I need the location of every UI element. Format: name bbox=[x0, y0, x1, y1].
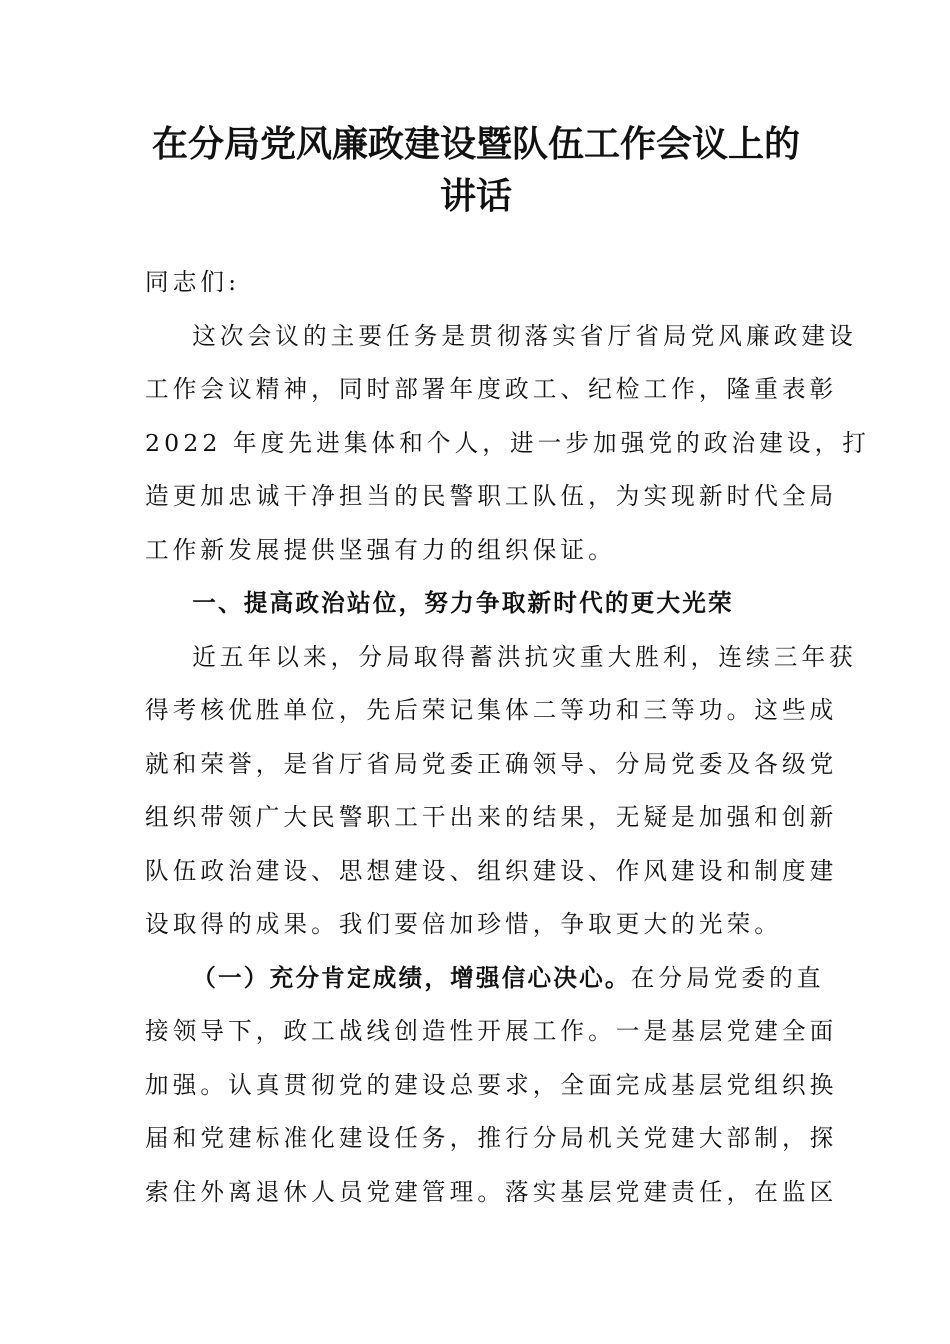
document-title bbox=[145, 118, 807, 222]
section-1-line: 得考核优胜单位，先后荣记集体二等功和三等功。这些成 bbox=[145, 696, 838, 724]
salutation: 同志们: bbox=[145, 268, 241, 296]
intro-line: 工作会议精神，同时部署年度政工、纪检工作，隆重表彰 bbox=[145, 375, 838, 403]
section-1-paragraph bbox=[145, 631, 857, 952]
intro-line: 2022 年度先进集体和个人，进一步加强党的政治建设，打 bbox=[145, 428, 870, 457]
subsection-1-line: 加强。认真贯彻党的建设总要求，全面完成基层党组织换 bbox=[145, 1070, 838, 1099]
subsection-1-heading: （一）充分肯定成绩，增强信心决心。 bbox=[192, 963, 631, 992]
section-1-line: 队伍政治建设、思想建设、组织建设、作风建设和制度建 bbox=[145, 856, 838, 885]
intro-line: 造更加忠诚干净担当的民警职工队伍，为实现新时代全局 bbox=[145, 482, 838, 510]
document-body bbox=[145, 256, 870, 1219]
section-1-heading: 一、提高政治站位，努力争取新时代的更大光荣 bbox=[192, 589, 734, 617]
subsection-1-line: 接领导下，政工战线创造性开展工作。一是基层党建全面 bbox=[145, 1017, 838, 1045]
title-line-2: 讲话 bbox=[439, 175, 512, 217]
subsection-1-first-line bbox=[145, 952, 825, 1006]
section-1-line: 就和荣誉，是省厅省局党委正确领导、分局党委及各级党 bbox=[145, 749, 838, 778]
subsection-1-paragraph bbox=[145, 952, 838, 1220]
intro-paragraph bbox=[145, 310, 870, 578]
section-1-line: 设取得的成果。我们要倍加珍惜，争取更大的光荣。 bbox=[145, 910, 782, 938]
intro-line: 这次会议的主要任务是贯彻落实省厅省局党风廉政建设 bbox=[192, 321, 857, 350]
intro-line: 工作新发展提供坚强有力的组织保证。 bbox=[145, 535, 616, 564]
subsection-1-line: 索住外离退休人员党建管理。落实基层党建责任，在监区 bbox=[145, 1177, 838, 1206]
title-line-1: 在分局党风廉政建设暨队伍工作会议上的 bbox=[151, 123, 800, 165]
subsection-1-line: 届和党建标准化建设任务，推行分局机关党建大部制，探 bbox=[145, 1124, 838, 1152]
document-page bbox=[145, 118, 870, 1219]
subsection-1-first-line-text: 在分局党委的直 bbox=[630, 963, 825, 992]
section-1-line: 近五年以来，分局取得蓄洪抗灾重大胜利，连续三年获 bbox=[192, 642, 857, 671]
section-1-line: 组织带领广大民警职工干出来的结果，无疑是加强和创新 bbox=[145, 803, 838, 831]
